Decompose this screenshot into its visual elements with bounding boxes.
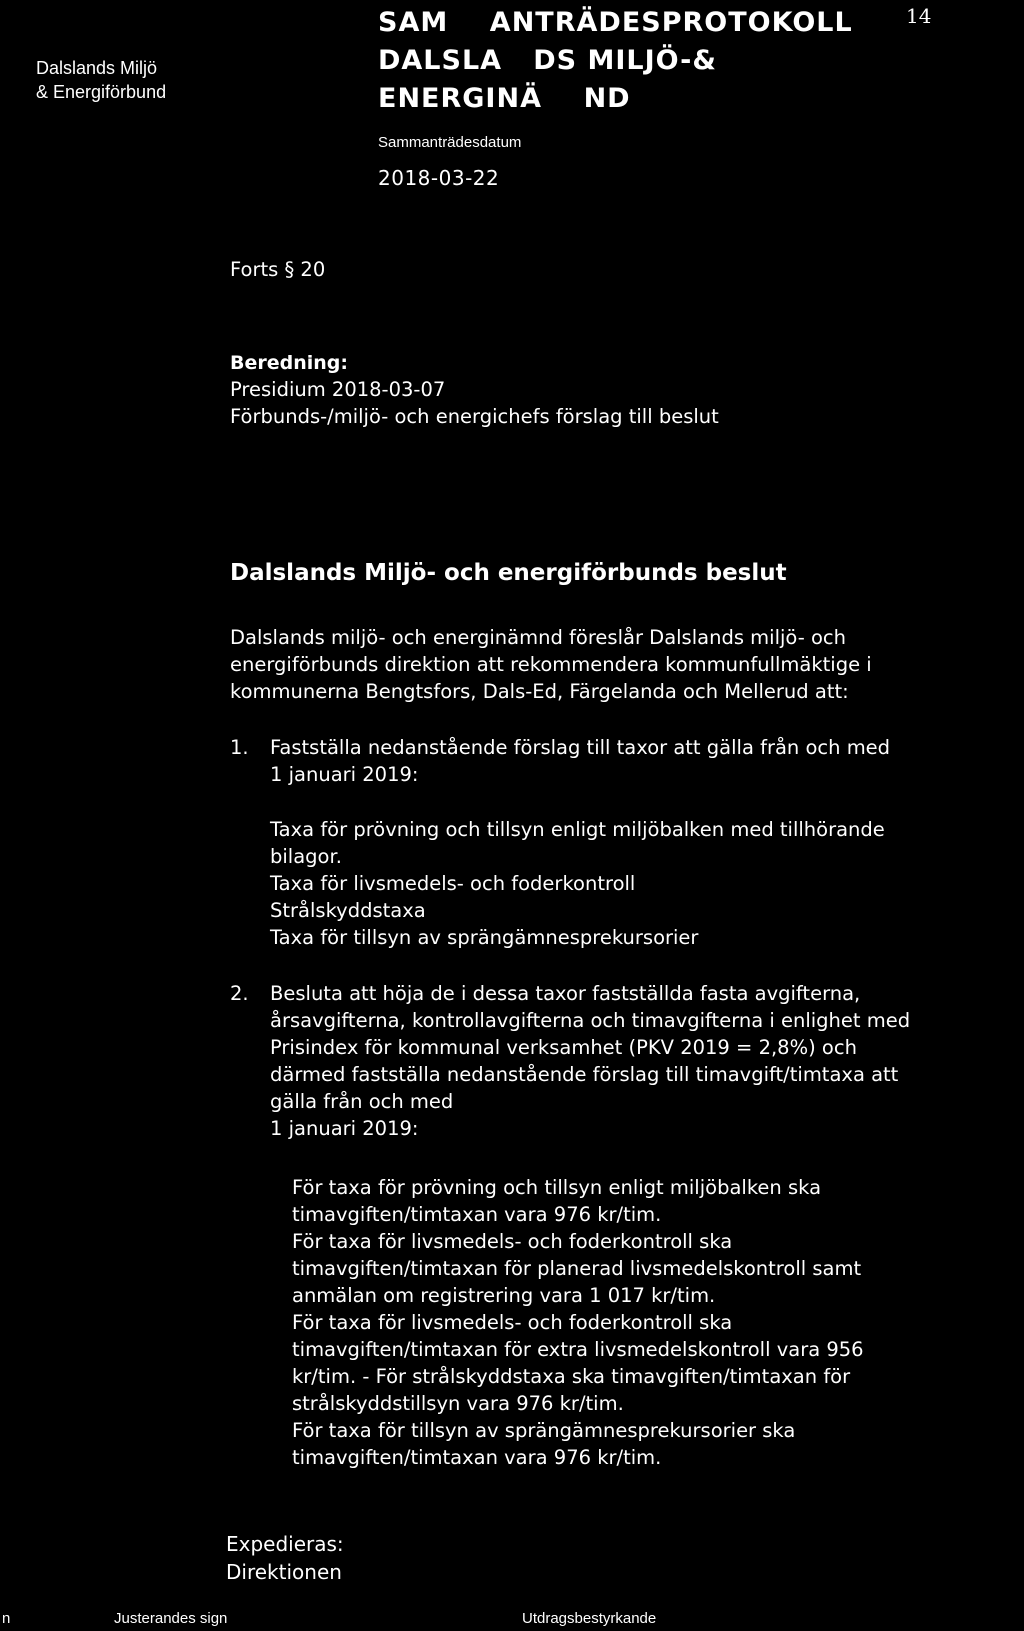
tax-list-line: Taxa för prövning och tillsyn enligt miljöbalken med tillhörande <box>270 818 885 841</box>
footer-fragment: n <box>2 1610 11 1627</box>
section-reference: Forts § 20 <box>230 258 326 281</box>
item-2-line: årsavgifterna, kontrollavgifterna och timavgifterna i enlighet med <box>270 1009 911 1032</box>
rate-line: För taxa för livsmedels- och foderkontroll ska <box>292 1311 733 1334</box>
meeting-date-value: 2018-03-22 <box>378 166 500 190</box>
tax-list-line: Strålskyddstaxa <box>270 899 426 922</box>
item-2-number: 2. <box>230 982 249 1005</box>
tax-list-line: Taxa för livsmedels- och foderkontroll <box>270 872 636 895</box>
rate-line: timavgiften/timtaxan vara 976 kr/tim. <box>292 1446 662 1469</box>
distribution <box>226 1530 344 1586</box>
document-title-line1: SAM ANTRÄDESPROTOKOLL <box>378 7 853 38</box>
rate-line: anmälan om registrering vara 1 017 kr/tim. <box>292 1284 716 1307</box>
decision-intro <box>230 624 872 705</box>
item-1-line: Fastställa nedanstående förslag till taxor att gälla från och med <box>270 736 891 759</box>
organization-name <box>36 56 166 104</box>
beredning-heading: Beredning: <box>230 352 348 374</box>
item-2-line: Besluta att höja de i dessa taxor fastställda fasta avgifterna, <box>270 982 861 1005</box>
meeting-date-label: Sammanträdesdatum <box>378 134 522 151</box>
beredning-lines <box>230 376 719 430</box>
intro-line: kommunerna Bengtsfors, Dals-Ed, Färgelanda och Mellerud att: <box>230 680 849 703</box>
distribution-label: Expedieras: <box>226 1532 344 1556</box>
distribution-value: Direktionen <box>226 1560 342 1584</box>
intro-line: energiförbunds direktion att rekommendera kommunfullmäktige i <box>230 653 872 676</box>
beredning-line: Förbunds-/miljö- och energichefs förslag till beslut <box>230 405 719 428</box>
item-2-line: därmed fastställa nedanstående förslag till timavgift/timtaxa att <box>270 1063 899 1086</box>
hourly-rate-list <box>292 1174 864 1471</box>
rate-line: timavgiften/timtaxan vara 976 kr/tim. <box>292 1203 662 1226</box>
item-2-line: Prisindex för kommunal verksamhet (PKV 2019 = 2,8%) och <box>270 1036 857 1059</box>
tax-list-line: Taxa för tillsyn av sprängämnesprekursorier <box>270 926 699 949</box>
item-2-text <box>270 980 910 1142</box>
item-1-number: 1. <box>230 736 249 759</box>
rate-line: timavgiften/timtaxan för extra livsmedelskontroll vara 956 <box>292 1338 864 1361</box>
rate-line: timavgiften/timtaxan för planerad livsmedelskontroll samt <box>292 1257 862 1280</box>
document-title <box>378 4 853 118</box>
item-2-line: gälla från och med <box>270 1090 454 1113</box>
organization-name-line2: & Energiförbund <box>36 82 167 102</box>
item-2-line: 1 januari 2019: <box>270 1117 419 1140</box>
footer-justerandes-sign: Justerandes sign <box>114 1610 228 1627</box>
document-title-line3: ENERGINÄ ND <box>378 83 631 114</box>
rate-line: För taxa för prövning och tillsyn enligt miljöbalken ska <box>292 1176 822 1199</box>
rate-line: kr/tim. - För strålskyddstaxa ska timavgiften/timtaxan för <box>292 1365 851 1388</box>
page-number: 14 <box>906 4 932 28</box>
intro-line: Dalslands miljö- och energinämnd föreslår Dalslands miljö- och <box>230 626 846 649</box>
decision-heading: Dalslands Miljö- och energiförbunds beslut <box>230 560 787 586</box>
organization-name-line1: Dalslands Miljö <box>36 58 158 78</box>
item-1-tax-list <box>270 816 885 951</box>
document-title-line2: DALSLA DS MILJÖ-& <box>378 45 717 76</box>
rate-line: För taxa för tillsyn av sprängämnesprekursorier ska <box>292 1419 796 1442</box>
item-1-text <box>270 734 890 788</box>
rate-line: strålskyddstillsyn vara 976 kr/tim. <box>292 1392 624 1415</box>
rate-line: För taxa för livsmedels- och foderkontroll ska <box>292 1230 733 1253</box>
footer-utdragsbestyrkande: Utdragsbestyrkande <box>522 1610 657 1627</box>
item-1-line: 1 januari 2019: <box>270 763 419 786</box>
tax-list-line: bilagor. <box>270 845 342 868</box>
beredning-line: Presidium 2018-03-07 <box>230 378 446 401</box>
